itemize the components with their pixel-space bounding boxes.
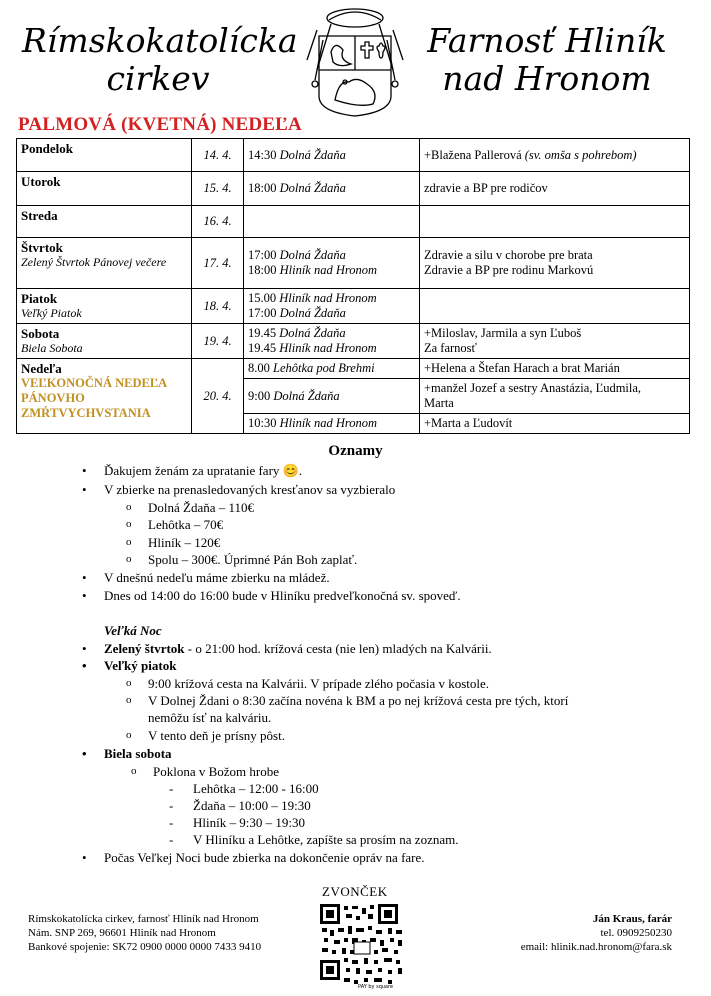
list-item: • Biela sobota (104, 745, 172, 763)
mass-time: 19.45 (248, 341, 277, 355)
priest-name: Ján Kraus, farár (592, 913, 672, 925)
day-name: Utorok (21, 174, 61, 189)
mass-intention: Zdravie a silu v chorobe pre brata (424, 248, 593, 262)
mass-time: 15.00 (248, 291, 277, 305)
table-row-nedela-1 (17, 359, 690, 379)
header-right-line1: Farnosť Hliník (427, 21, 667, 60)
mass-place: Hliník nad Hronom (279, 341, 377, 355)
mass-place: Dolná Ždaňa (273, 388, 340, 403)
mass-time: 9:00 (248, 388, 271, 403)
date-cell: 19. 4. (192, 324, 244, 359)
list-item: • V dnešnú nedeľu máme zbierku na mládež. (104, 569, 330, 587)
list-item (104, 640, 492, 658)
priest-email: email: hlinik.nad.hronom@fara.sk (520, 941, 672, 953)
priest-phone: tel. 0909250230 (600, 927, 672, 939)
date-cell: 18. 4. (192, 289, 244, 324)
mass-time: 10:30 (248, 416, 277, 430)
mass-place: Dolná Ždaňa (279, 147, 346, 162)
mass-place: Dolná Ždaňa (279, 326, 346, 340)
bank-account: Bankové spojenie: SK72 0900 0000 0000 7433 9410 (28, 941, 262, 953)
header-right-line2: nad Hronom (442, 59, 652, 98)
date-cell: 16. 4. (192, 206, 244, 238)
mass-intention: +Miloslav, Jarmila a syn Ľuboš (424, 326, 582, 340)
priest-contact (521, 912, 672, 954)
parish-street: Nám. SNP 269, 96601 Hliník nad Hronom (28, 927, 216, 939)
mass-intention: +Helena a Štefan Harach a brat Marián (420, 359, 690, 379)
list-item-continuation: nemôžu ísť na kalváriu. (148, 710, 272, 725)
header-left-line2: cirkev (106, 59, 210, 98)
mass-place: Dolná Ždaňa (279, 248, 346, 262)
header-left-title (22, 21, 298, 98)
list-item: o Poklona v Božom hrobe (153, 763, 279, 781)
day-subtitle: Veľký Piatok (21, 306, 82, 320)
table-row-piatok (17, 289, 690, 324)
list-item: o 9:00 krížová cesta na Kalvárii. V prípade zlého počasia v kostole. (148, 675, 489, 693)
day-subtitle: VEĽKONOČNÁ NEDEĽA (21, 376, 168, 390)
qr-code-icon (318, 902, 406, 990)
mass-place: Hliník nad Hronom (279, 263, 378, 277)
date-cell: 20. 4. (192, 359, 244, 434)
mass-intention: zdravie a BP pre rodičov (420, 172, 690, 206)
day-name: Sobota (21, 326, 60, 341)
mass-place: Hliník nad Hronom (279, 416, 378, 430)
list-item: - V Hliníku a Lehôtke, zapíšte sa prosím na zoznam. (193, 831, 458, 849)
section-heading: Veľká Noc (104, 623, 162, 638)
mass-place: Dolná Ždaňa (279, 306, 346, 320)
mass-time: 17:00 (248, 306, 277, 320)
date-cell: 15. 4. (192, 172, 244, 206)
mass-time: 8.00 (248, 361, 270, 375)
table-row-utorok (17, 172, 690, 206)
table-row-streda (17, 206, 690, 238)
day-subtitle: PÁNOVHO (21, 391, 85, 405)
mass-intention-note: (sv. omša s pohrebom) (524, 147, 637, 162)
list-item: o Lehôtka – 70€ (148, 516, 223, 534)
coat-of-arms-icon (295, 0, 415, 118)
mass-intention: Marta (424, 396, 454, 410)
mass-time: 19.45 (248, 326, 277, 340)
mass-intention: +manžel Jozef a sestry Anastázia, Ľudmila, (424, 381, 642, 395)
mass-intention: Zdravie a BP pre rodinu Markovú (424, 263, 594, 277)
list-item: • Veľký piatok (104, 657, 176, 675)
pay-by-square-caption: PAY by square (358, 984, 394, 990)
table-row-stvrtok (17, 238, 690, 289)
day-name: Nedeľa (21, 361, 62, 376)
page-footer (0, 880, 711, 996)
list-item: - Lehôtka – 12:00 - 16:00 (193, 780, 319, 798)
mass-time: 17:00 (248, 248, 277, 262)
list-item: o V Dolnej Ždani o 8:30 začína novéna k BM a po nej krížová cesta pre tých, ktorí (148, 692, 568, 710)
list-item: - Hliník – 9:30 – 19:30 (193, 814, 305, 832)
day-name: Pondelok (21, 141, 74, 156)
bulletin-name: ZVONČEK (322, 884, 388, 899)
list-item: o Spolu – 300€. Úprimné Pán Boh zaplať. (148, 551, 357, 569)
header-left-line1: Rímskokatolícka (22, 21, 298, 60)
list-item-text: - o 21:00 hod. krížová cesta (nie len) mladých na Kalvárii. (184, 641, 492, 656)
mass-place: Hliník nad Hronom (279, 291, 377, 305)
table-row-pondelok (17, 139, 690, 172)
page-header (0, 0, 711, 118)
mass-time: 18:00 (248, 263, 277, 277)
mass-intention: Za farnosť (424, 341, 477, 355)
mass-place: Dolná Ždaňa (279, 181, 346, 195)
header-right-title (412, 22, 682, 98)
parish-address (28, 912, 261, 954)
table-row-sobota (17, 324, 690, 359)
mass-time: 14:30 (248, 147, 277, 162)
list-item-label: Zelený štvrtok (104, 641, 185, 656)
page-title: PALMOVÁ (KVETNÁ) NEDEĽA (18, 114, 302, 135)
list-item: • Počas Veľkej Noci bude zbierka na dokončenie opráv na fare. (104, 849, 425, 867)
day-subtitle: ZMŔTVYCHVSTANIA (21, 406, 151, 420)
day-name: Štvrtok (21, 240, 63, 255)
list-item: • V zbierke na prenasledovaných kresťanov sa vyzbieralo (104, 481, 395, 499)
list-item: o Dolná Ždaňa – 110€ (148, 499, 254, 517)
day-name: Streda (21, 208, 58, 223)
announcements-title: Oznamy (328, 443, 383, 459)
mass-intention: +Blažena Pallerová (424, 147, 522, 162)
day-subtitle: Zelený Štvrtok Pánovej večere (21, 255, 167, 269)
date-cell: 14. 4. (192, 139, 244, 172)
list-item: o V tento deň je prísny pôst. (148, 727, 285, 745)
list-item: - Ždaňa – 10:00 – 19:30 (193, 797, 311, 815)
day-name: Piatok (21, 291, 58, 306)
mass-place: Lehôtka pod Brehmi (273, 361, 375, 375)
day-subtitle: Biela Sobota (21, 341, 83, 355)
parish-name: Rímskokatolícka cirkev, farnosť Hliník nad Hronom (28, 913, 259, 925)
list-item: • Dnes od 14:00 do 16:00 bude v Hliníku predveľkonočná sv. spoveď. (104, 587, 461, 605)
mass-intention: +Marta a Ľudovít (420, 414, 690, 434)
date-cell: 17. 4. (192, 238, 244, 289)
mass-time: 18:00 (248, 181, 277, 195)
mass-schedule-table (16, 138, 690, 434)
list-item: • Ďakujem ženám za upratanie fary 😊. (104, 462, 302, 480)
list-item: o Hliník – 120€ (148, 534, 220, 552)
